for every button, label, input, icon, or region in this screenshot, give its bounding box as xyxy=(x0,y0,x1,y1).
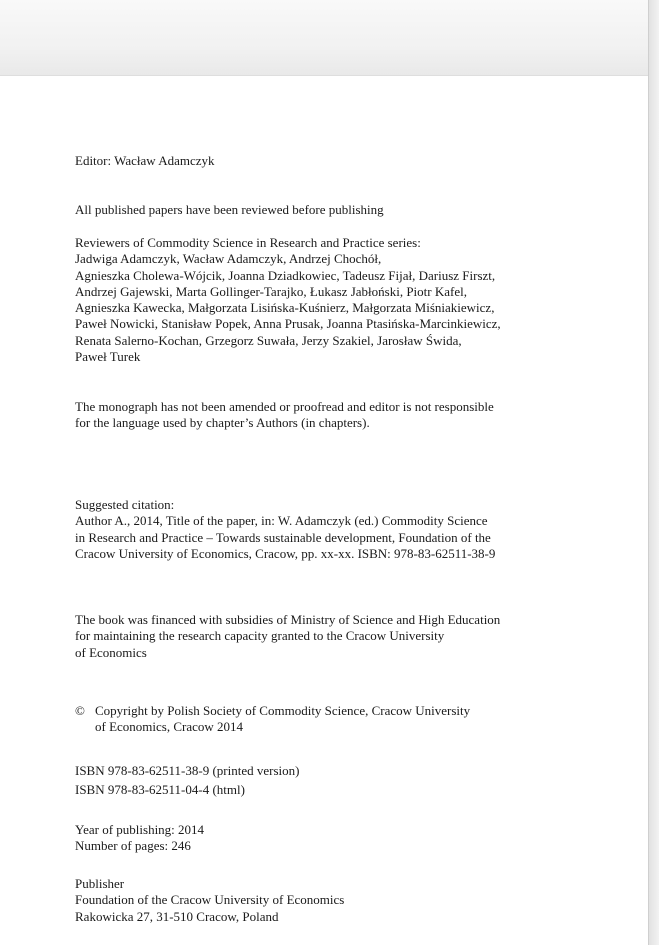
viewer-scrollbar-edge[interactable] xyxy=(648,0,659,945)
citation-line: in Research and Practice – Towards sustainable development, Foundation of the xyxy=(75,529,491,545)
reviewers-line: Paweł Nowicki, Stanisław Popek, Anna Prusak, Joanna Ptasińska-Marcinkiewicz, xyxy=(75,316,501,332)
isbn-line: ISBN 978-83-62511-04-4 (html) xyxy=(75,782,245,797)
citation-heading: Suggested citation: xyxy=(75,497,175,512)
reviewers-line: Agnieszka Cholewa-Wójcik, Joanna Dziadkowiec, Tadeusz Fijał, Dariusz Firszt, xyxy=(75,267,496,283)
funding-line: for maintaining the research capacity granted to the Cracow University xyxy=(75,628,445,644)
copyright-line: of Economics, Cracow 2014 xyxy=(95,719,244,735)
reviewers-line: Paweł Turek xyxy=(75,349,141,365)
disclaimer-line: for the language used by chapter’s Authors (in chapters). xyxy=(75,415,370,431)
publisher-name: Foundation of the Cracow University of Economics xyxy=(75,892,345,908)
reviewers-heading: Reviewers of Commodity Science in Research and Practice series: xyxy=(75,235,421,250)
editor-block xyxy=(75,153,565,169)
publisher-block xyxy=(75,876,565,925)
reviewers-line: Jadwiga Adamczyk, Wacław Adamczyk, Andrzej Chochół, xyxy=(75,251,382,267)
reviewers-line: Renata Salerno-Kochan, Grzegorz Suwała, Jerzy Szakiel, Jarosław Świda, xyxy=(75,332,462,348)
citation-line: Cracow University of Economics, Cracow, pp. xx-xx. ISBN: 978-83-62511-38-9 xyxy=(75,545,496,561)
funding-line: of Economics xyxy=(75,644,147,660)
year-of-publishing: Year of publishing: 2014 xyxy=(75,822,205,837)
copyright-symbol: © xyxy=(75,703,85,718)
copyright-first-line xyxy=(75,703,565,719)
citation-line: Author A., 2014, Title of the paper, in: W. Adamczyk (ed.) Commodity Science xyxy=(75,513,488,529)
disclaimer-line: The monograph has not been amended or proofread and editor is not responsible xyxy=(75,399,494,414)
isbn-block xyxy=(75,761,565,799)
number-of-pages: Number of pages: 246 xyxy=(75,838,191,854)
reviewers-block xyxy=(75,235,565,365)
viewer-top-band xyxy=(0,0,649,76)
publisher-heading: Publisher xyxy=(75,876,125,891)
funding-block xyxy=(75,612,565,661)
editor-line: Editor: Wacław Adamczyk xyxy=(75,153,215,168)
review-note-block xyxy=(75,202,565,218)
citation-block xyxy=(75,497,565,562)
copyright-line: Copyright by Polish Society of Commodity Science, Cracow University xyxy=(95,703,471,718)
copyright-block xyxy=(75,703,565,736)
reviewers-line: Agnieszka Kawecka, Małgorzata Lisińska-Kuśnierz, Małgorzata Miśniakiewicz, xyxy=(75,300,495,316)
review-note: All published papers have been reviewed before publishing xyxy=(75,202,384,217)
disclaimer-block xyxy=(75,399,565,432)
isbn-line: ISBN 978-83-62511-38-9 (printed version) xyxy=(75,763,300,778)
funding-line: The book was financed with subsidies of Ministry of Science and High Education xyxy=(75,612,501,627)
publication-info-block xyxy=(75,822,565,855)
reviewers-line: Andrzej Gajewski, Marta Gollinger-Tarajko, Łukasz Jabłoński, Piotr Kafel, xyxy=(75,283,467,299)
publisher-address: Rakowicka 27, 31-510 Cracow, Poland xyxy=(75,908,279,924)
